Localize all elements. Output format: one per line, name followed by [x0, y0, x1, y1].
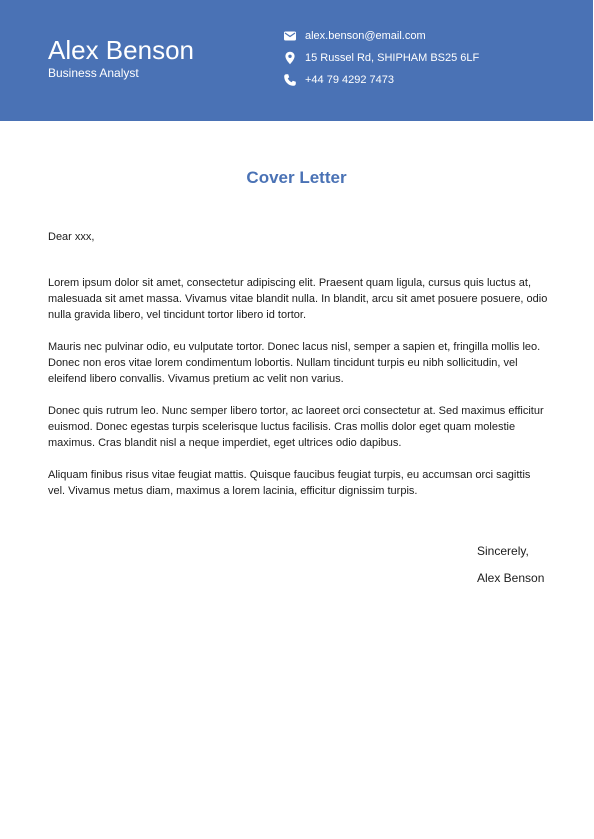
applicant-name: Alex Benson — [48, 35, 194, 65]
address-text: 15 Russel Rd, SHIPHAM BS25 6LF — [305, 52, 480, 64]
letter-paragraph: Donec quis rutrum leo. Nunc semper libero tortor, ac laoreet orci consectetur at. Sed maximus efficitur euismod. Donec egestas turpis scelerisque luctus facilisis. Cras mollis dolor eget quam molestie maximus. Cras blandit nisl a neque imperdiet, eget ultrices odio dapibus. — [48, 405, 544, 449]
phone-text: +44 79 4292 7473 — [305, 74, 395, 86]
letter-signature: Alex Benson — [477, 571, 545, 585]
letter-paragraph: Mauris nec pulvinar odio, eu vulputate tortor. Donec lacus nisl, semper a sapien et, fringilla mollis leo. Donec non eros vitae lorem condimentum lobortis. Nullam tincidunt turpis eu nibh sollicitudin, vel eleifend libero convallis. Vivamus pretium ac velit non varius. — [48, 341, 541, 385]
letter-paragraph: Aliquam finibus risus vitae feugiat mattis. Quisque faucibus feugiat turpis, eu accumsan orci sagittis vel. Vivamus metus diam, maximus a lorem lacinia, efficitur dignissim turpis. — [48, 469, 531, 497]
location-pin-icon — [283, 51, 297, 65]
resume-header — [0, 0, 593, 121]
contact-phone — [283, 72, 394, 88]
letter-paragraph: Lorem ipsum dolor sit amet, consectetur adipiscing elit. Praesent quam ligula, cursus quis luctus at, malesuada sit amet massa. Vivamus vitae blandit nulla. In blandit, arcu sit amet posuere posuere, odio nulla gravida libero, vel tincidunt tortor libero id tortor. — [48, 277, 548, 321]
letter-title: Cover Letter — [246, 168, 347, 187]
letter-salutation: Dear xxx, — [48, 231, 95, 243]
phone-icon — [283, 73, 297, 87]
envelope-icon — [283, 29, 297, 43]
contact-address — [283, 50, 479, 66]
letter-closing: Sincerely, — [477, 544, 529, 558]
applicant-role: Business Analyst — [48, 66, 139, 80]
email-text[interactable]: alex.benson@email.com — [305, 30, 426, 42]
contact-email — [283, 28, 426, 44]
